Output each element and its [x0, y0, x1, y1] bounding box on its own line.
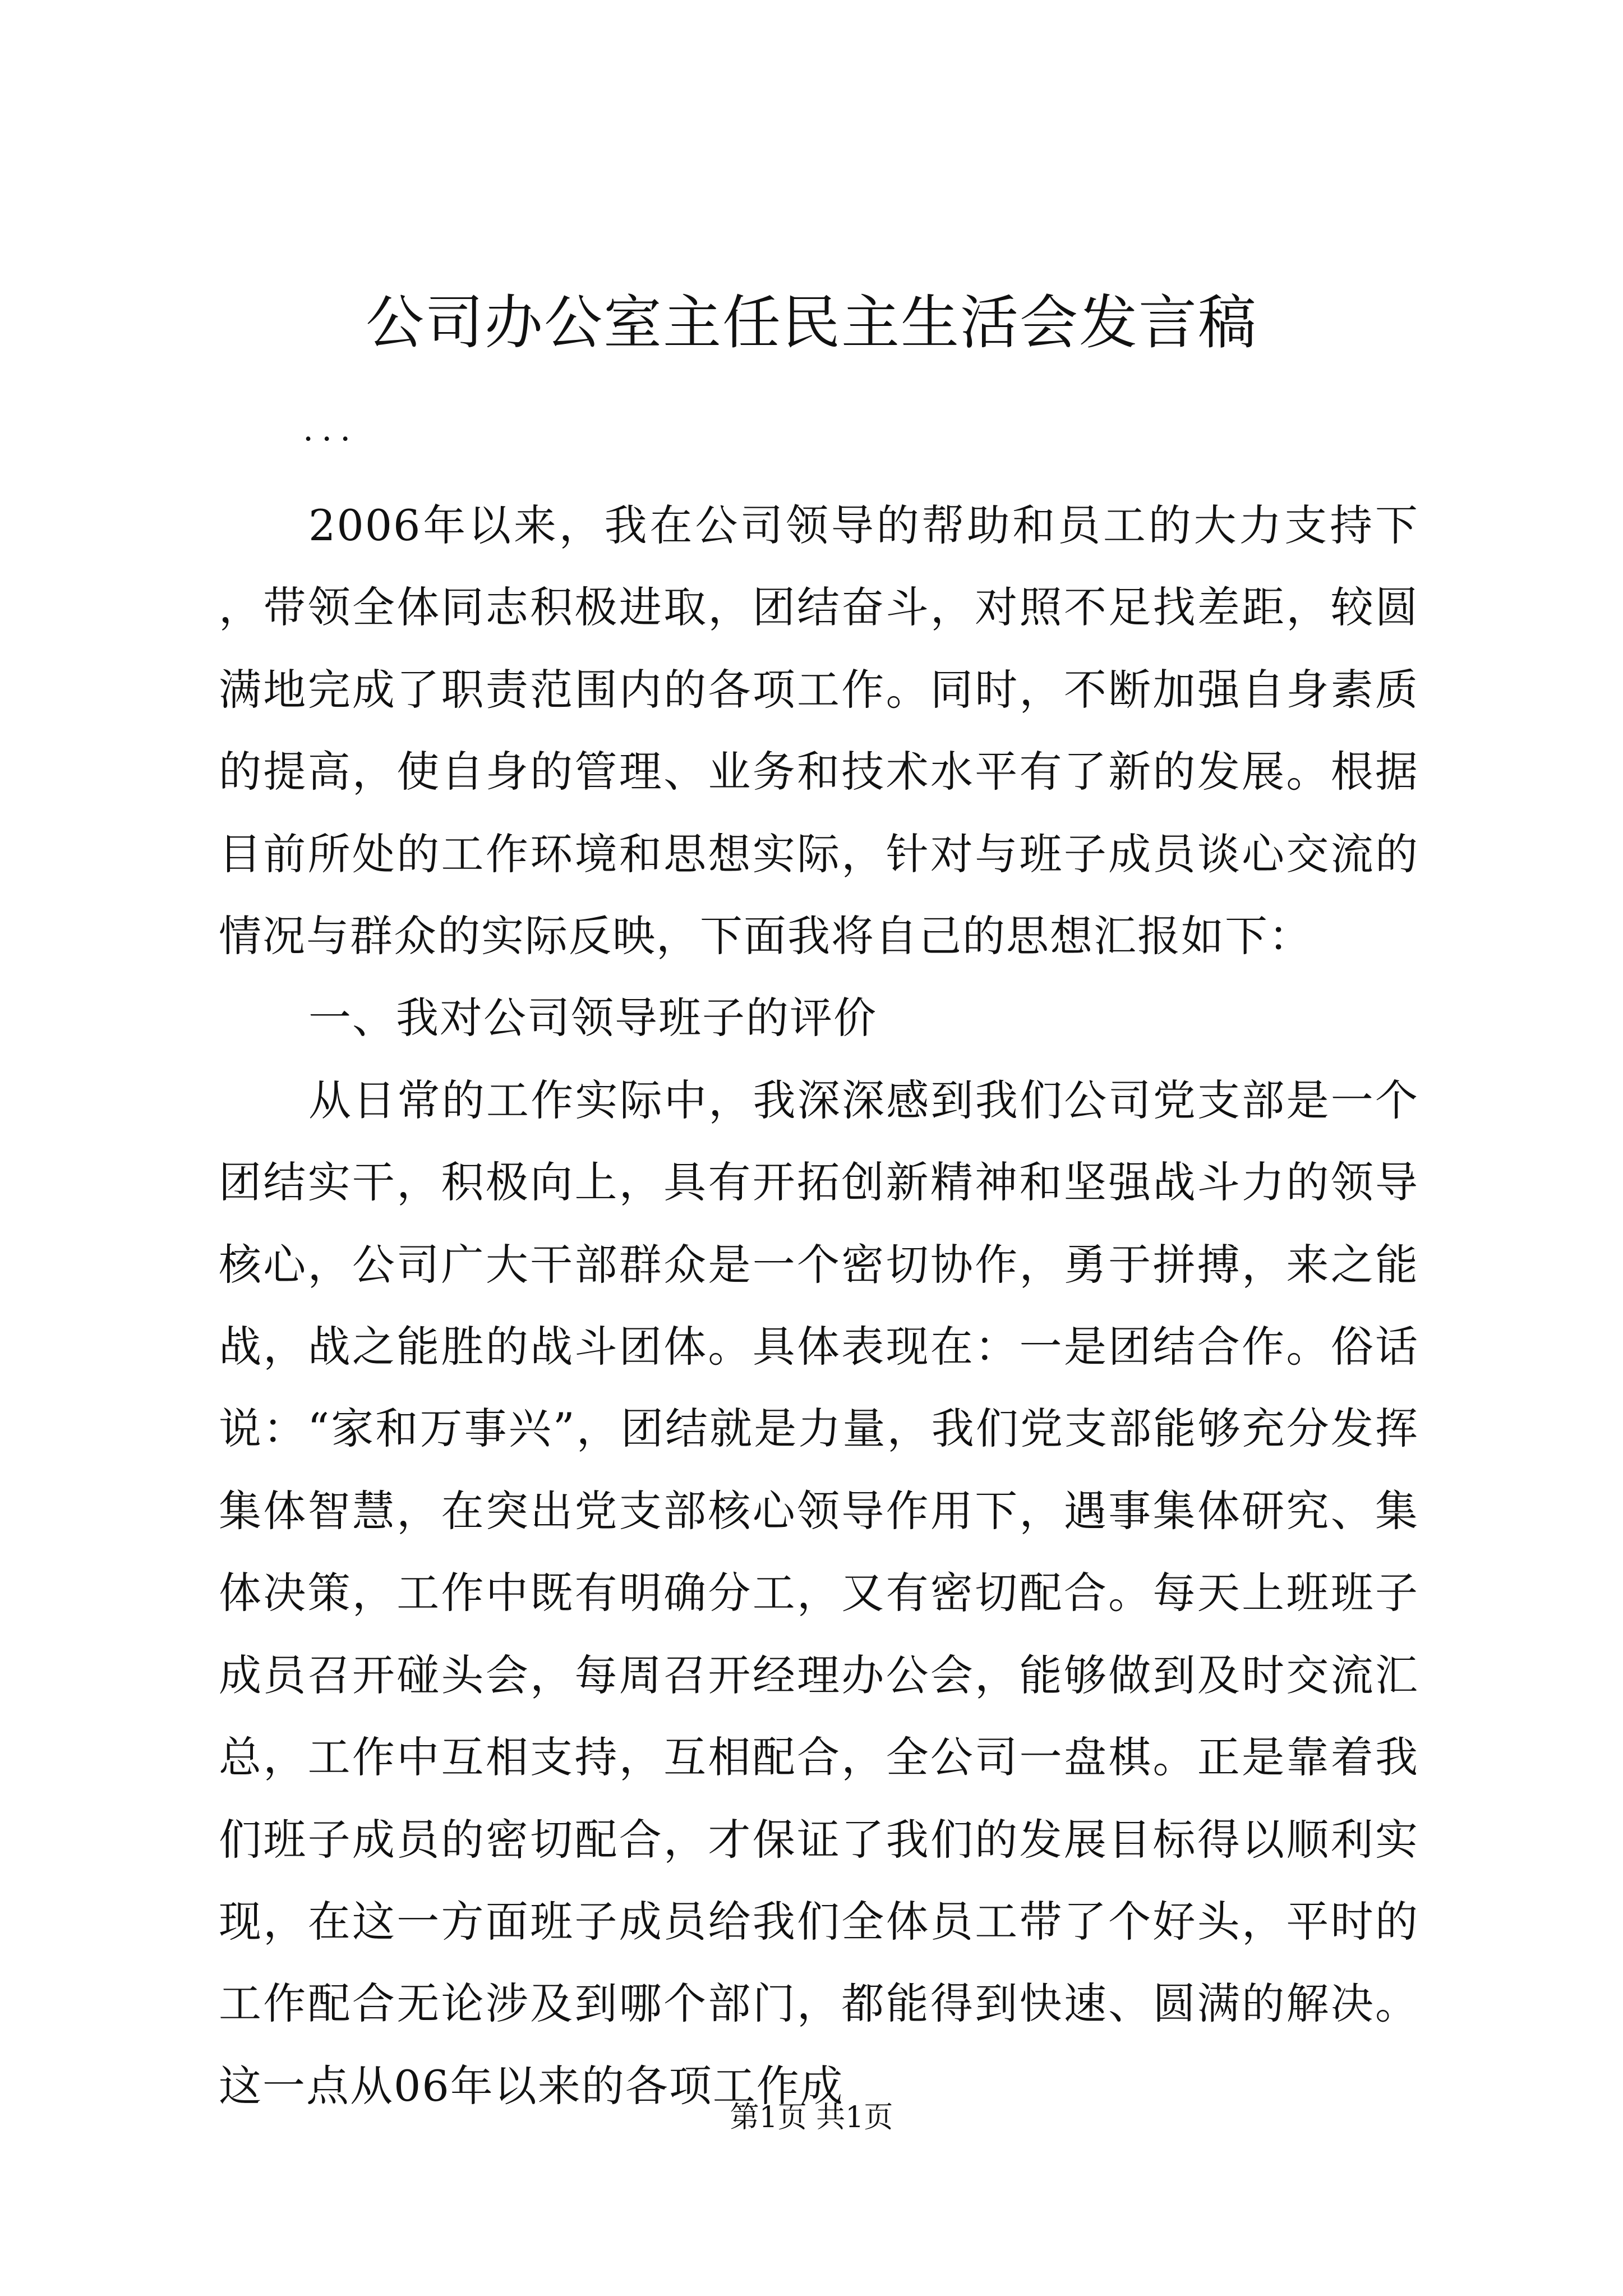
document-body — [219, 485, 1419, 2127]
intro-paragraph: 2006年以来，我在公司领导的帮助和员工的大力支持下，带领全体同志积极进取，团结奋斗，对照不足找差距，较圆满地完成了职责范围内的各项工作。同时，不断加强自身素质的提高，使自身的管理、业务和技术水平有了新的发展。根据目前所处的工作环境和思想实际，针对与班子成员谈心交流的情况与群众的实际反映，下面我将自己的思想汇报如下： — [219, 500, 1419, 961]
page-number-footer: 第1页 共1页 — [730, 2101, 893, 2134]
evaluation-paragraph: 从日常的工作实际中，我深深感到我们公司党支部是一个团结实干，积极向上，具有开拓创新精神和坚强战斗力的领导核心，公司广大干部群众是一个密切协作，勇于拼搏，来之能战，战之能胜的战斗团体。具体表现在：一是团结合作。俗话说：“家和万事兴”，团结就是力量，我们党支部能够充分发挥集体智慧，在突出党支部核心领导作用下，遇事集体研究、集体决策，工作中既有明确分工，又有密切配合。每天上班班子成员召开碰头会，每周召开经理办公会，能够做到及时交流汇总，工作中互相支持，互相配合，全公司一盘棋。正是靠着我们班子成员的密切配合，才保证了我们的发展目标得以顺利实现，在这一方面班子成员给我们全体员工带了个好头，平时的工作配合无论涉及到哪个部门，都能得到快速、圆满的解决。这一点从06年以来的各项工作成 — [219, 1075, 1419, 2111]
section-heading: 一、我对公司领导班子的评价 — [308, 993, 877, 1043]
document-title: 公司办公室主任民主生活会发言稿 — [365, 288, 1257, 357]
ellipsis-marker: ... — [303, 409, 359, 449]
